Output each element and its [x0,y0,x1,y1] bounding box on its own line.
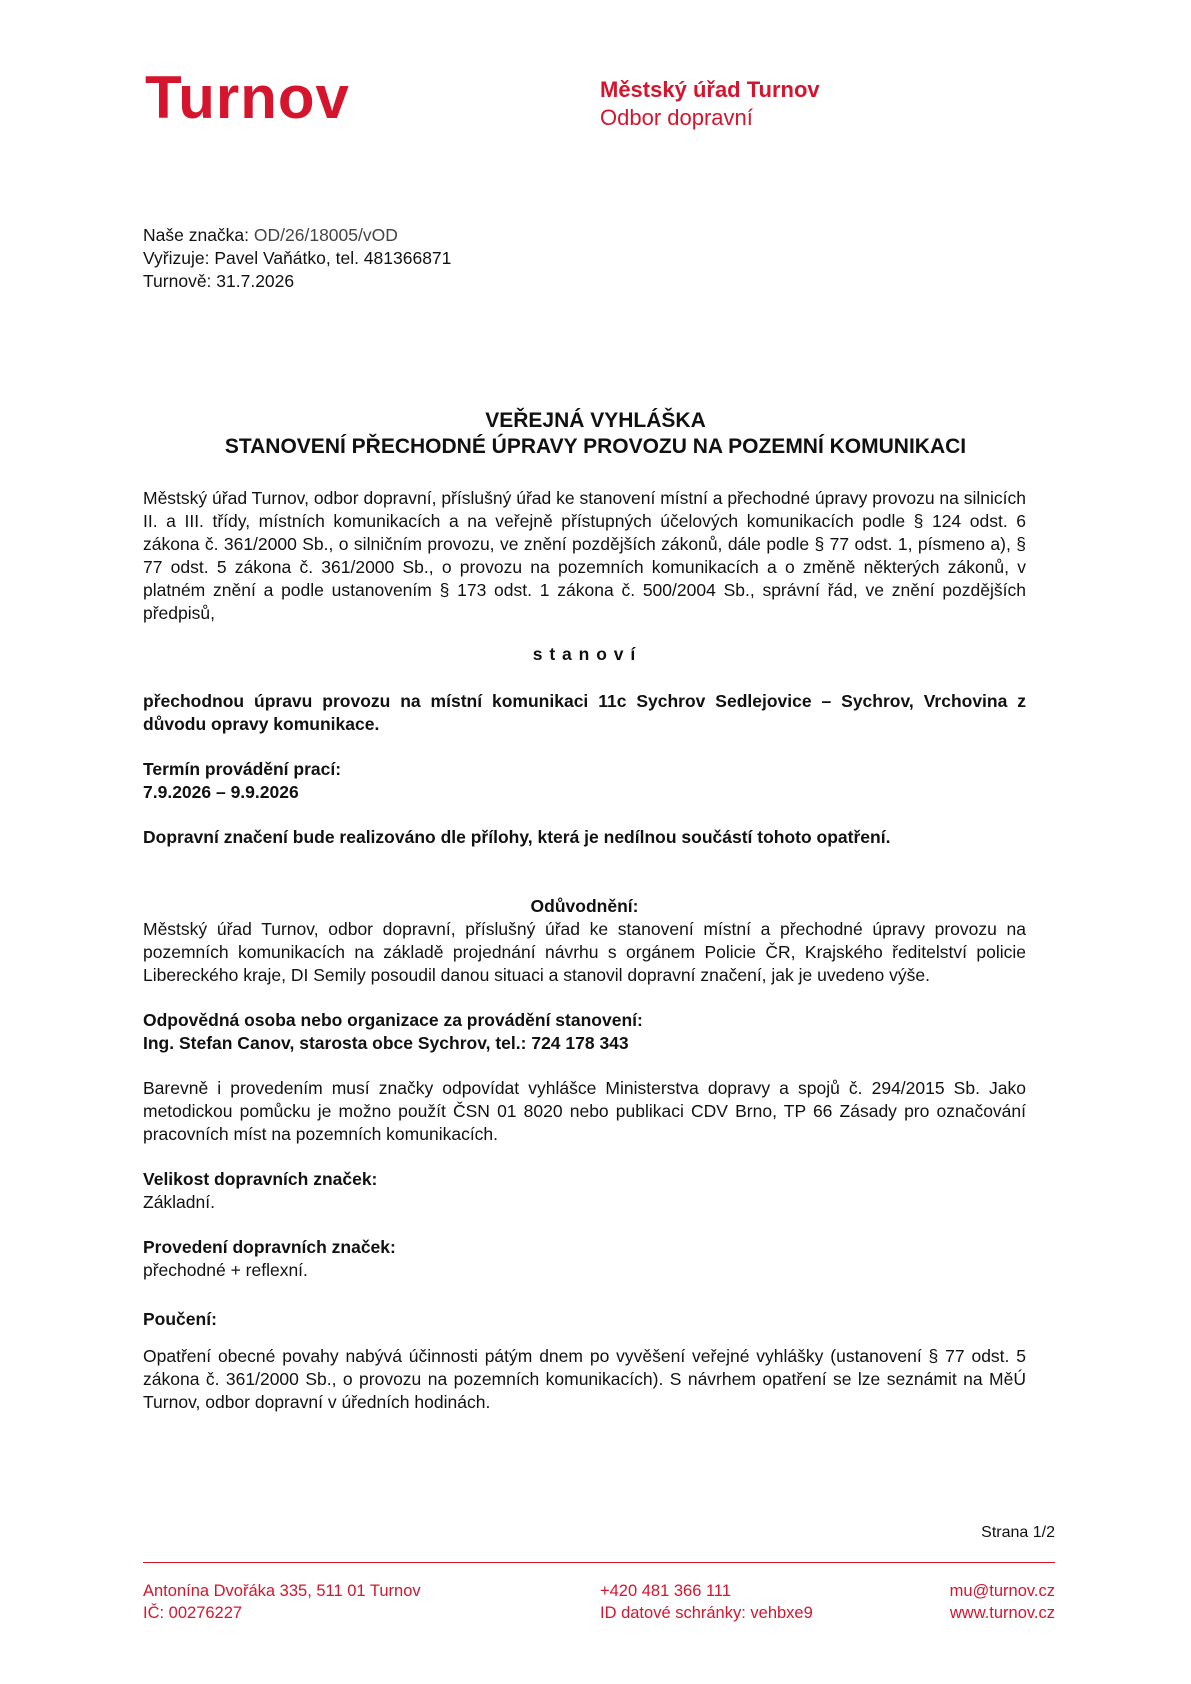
responsible-label: Odpovědná osoba nebo organizace za provádění stanovení: [143,1010,643,1030]
office-header [600,76,820,132]
date-line: Turnově: 31.7.2026 [143,271,295,291]
department-name: Odbor dopravní [600,105,753,130]
sign-size-label: Velikost dopravních značek: [143,1169,378,1189]
footer-address-block [143,1580,421,1624]
decision-paragraph: přechodnou úpravu provozu na místní komunikaci 11c Sychrov Sedlejovice – Sychrov, Vrchovina z důvodu opravy komunikace. [143,691,1026,734]
handler-line: Vyřizuje: Pavel Vaňátko, tel. 481366871 [143,248,452,268]
reference-value: OD/26/18005/vOD [253,225,398,245]
intro-paragraph: Městský úřad Turnov, odbor dopravní, příslušný úřad ke stanovení místní a přechodné úpravy provozu na silnicích II. a III. třídy, místních komunikacích a na veřejně přístupných účelových komunikacích podle § 124 odst. 6 zákona č. 361/2000 Sb., o silničním provozu, ve znění pozdějších zákonů, dále podle § 77 odst. 1, písmeno a), § 77 odst. 5 zákona č. 361/2000 Sb., o provozu na pozemních komunikacích a o změně některých zákonů, v platném znění a podle ustanovením § 173 odst. 1 zákona č. 500/2004 Sb., správní řád, ve znění pozdějších předpisů, [143,488,1026,623]
term-value: 7.9.2026 – 9.9.2026 [143,782,299,802]
title-line-2: STANOVENÍ PŘECHODNÉ ÚPRAVY PROVOZU NA POZEMNÍ KOMUNIKACI [224,435,967,458]
reference-label: Naše značka: [143,225,250,245]
sign-type-value: přechodné + reflexní. [143,1260,308,1280]
footer-databox: ID datové schránky: vehbxe9 [600,1604,813,1622]
instruction-heading: Poučení: [143,1309,217,1329]
document-meta [143,224,451,293]
footer-ic: IČ: 00276227 [143,1604,243,1622]
turnov-logo: Turnov [145,64,350,131]
instruction-text: Opatření obecné povahy nabývá účinnosti pátým dnem po vyvěšení veřejné vyhlášky (ustanovení § 77 odst. 5 zákona č. 361/2000 Sb., o provozu na pozemních komunikacích). S návrhem opatření se lze seznámit na MěÚ Turnov, odbor dopravní v úředních hodinách. [143,1346,1026,1412]
stanovi-heading: s t a n o v í [532,644,637,664]
page-number: Strana 1/2 [981,1524,1055,1541]
reference-line [143,224,451,247]
footer-divider [143,1562,1055,1563]
justification-text: Městský úřad Turnov, odbor dopravní, příslušný úřad ke stanovení místní a přechodné úpravy provozu na pozemních komunikacích na základě projednání návrhu s orgánem Policie ČR, Krajského ředitelství policie Libereckého kraje, DI Semily posoudil danou situaci a stanovil dopravní značení, jak je uvedeno výše. [143,919,1026,985]
title-line-1: VEŘEJNÁ VYHLÁŠKA [485,409,706,432]
footer-address: Antonína Dvořáka 335, 511 01 Turnov [143,1582,421,1600]
footer-web[interactable]: www.turnov.cz [949,1604,1055,1622]
footer-contact-block [600,1580,813,1624]
document-body [143,487,1026,1414]
sign-size-value: Základní. [143,1192,215,1212]
justification-heading: Odůvodnění: [530,896,639,916]
term-label: Termín provádění prací: [143,759,342,779]
document-title [143,408,1048,460]
signage-note: Dopravní značení bude realizováno dle přílohy, která je nedílnou součástí tohoto opatření. [143,827,891,847]
colour-note: Barevně i provedením musí značky odpovídat vyhlášce Ministerstva dopravy a spojů č. 294/2015 Sb. Jako metodickou pomůcku je možno použít ČSN 01 8020 nebo publikaci CDV Brno, TP 66 Zásady pro označování pracovních míst na pozemních komunikacích. [143,1078,1026,1144]
footer-email[interactable]: mu@turnov.cz [949,1582,1055,1600]
footer-web-block [950,1580,1055,1624]
office-name: Městský úřad Turnov [600,77,820,102]
responsible-value: Ing. Stefan Canov, starosta obce Sychrov, tel.: 724 178 343 [143,1033,629,1053]
footer-phone: +420 481 366 111 [600,1582,732,1600]
sign-type-label: Provedení dopravních značek: [143,1237,396,1257]
